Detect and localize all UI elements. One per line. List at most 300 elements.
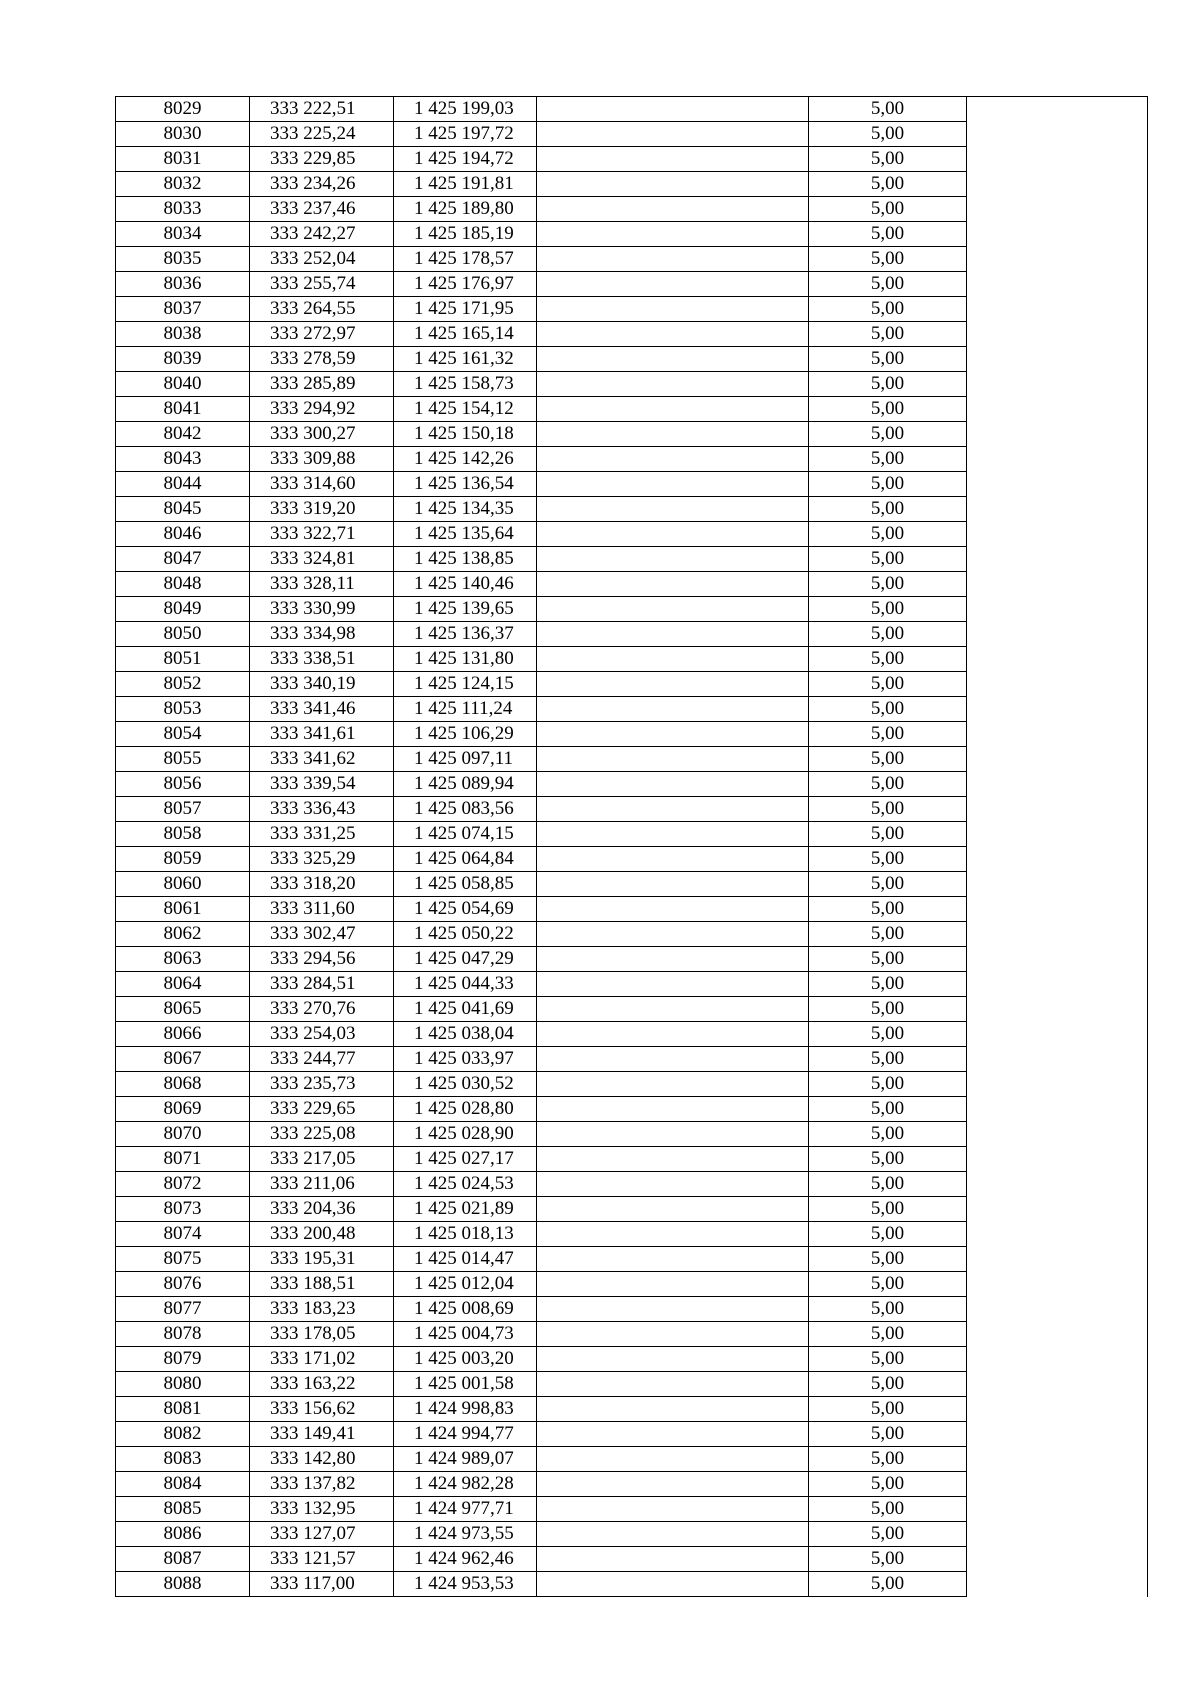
empty-cell: [537, 1497, 809, 1522]
point-number-cell: 8084: [116, 1472, 250, 1497]
empty-cell: [537, 1047, 809, 1072]
table-row: [116, 1097, 1148, 1122]
x-coordinate-cell: 333 244,77: [250, 1047, 394, 1072]
table-row: [116, 622, 1148, 647]
y-coordinate-cell: 1 425 142,26: [394, 447, 537, 472]
empty-cell: [967, 1297, 1148, 1322]
point-number-cell: 8053: [116, 697, 250, 722]
x-coordinate-cell: 333 264,55: [250, 297, 394, 322]
empty-cell: [537, 1247, 809, 1272]
y-coordinate-cell: 1 425 185,19: [394, 222, 537, 247]
empty-cell: [967, 172, 1148, 197]
empty-cell: [967, 1047, 1148, 1072]
table-row: [116, 1022, 1148, 1047]
accuracy-cell: 5,00: [809, 1447, 967, 1472]
empty-cell: [967, 747, 1148, 772]
y-coordinate-cell: 1 425 136,54: [394, 472, 537, 497]
x-coordinate-cell: 333 338,51: [250, 647, 394, 672]
y-coordinate-cell: 1 424 973,55: [394, 1522, 537, 1547]
x-coordinate-cell: 333 324,81: [250, 547, 394, 572]
empty-cell: [967, 797, 1148, 822]
point-number-cell: 8047: [116, 547, 250, 572]
empty-cell: [537, 847, 809, 872]
point-number-cell: 8044: [116, 472, 250, 497]
empty-cell: [967, 397, 1148, 422]
empty-cell: [537, 872, 809, 897]
x-coordinate-cell: 333 318,20: [250, 872, 394, 897]
x-coordinate-cell: 333 163,22: [250, 1372, 394, 1397]
empty-cell: [967, 822, 1148, 847]
point-number-cell: 8068: [116, 1072, 250, 1097]
x-coordinate-cell: 333 270,76: [250, 997, 394, 1022]
empty-cell: [537, 922, 809, 947]
y-coordinate-cell: 1 425 064,84: [394, 847, 537, 872]
accuracy-cell: 5,00: [809, 1297, 967, 1322]
table-row: [116, 197, 1148, 222]
empty-cell: [537, 1322, 809, 1347]
empty-cell: [967, 1472, 1148, 1497]
empty-cell: [967, 1572, 1148, 1597]
table-row: [116, 272, 1148, 297]
point-number-cell: 8080: [116, 1372, 250, 1397]
table-row: [116, 1072, 1148, 1097]
y-coordinate-cell: 1 425 139,65: [394, 597, 537, 622]
empty-cell: [967, 422, 1148, 447]
empty-cell: [967, 1422, 1148, 1447]
y-coordinate-cell: 1 425 189,80: [394, 197, 537, 222]
point-number-cell: 8075: [116, 1247, 250, 1272]
table-row: [116, 472, 1148, 497]
accuracy-cell: 5,00: [809, 197, 967, 222]
table-row: [116, 997, 1148, 1022]
empty-cell: [967, 372, 1148, 397]
y-coordinate-cell: 1 425 111,24: [394, 697, 537, 722]
empty-cell: [537, 472, 809, 497]
accuracy-cell: 5,00: [809, 97, 967, 122]
empty-cell: [537, 1572, 809, 1597]
table-row: [116, 647, 1148, 672]
y-coordinate-cell: 1 425 050,22: [394, 922, 537, 947]
table-row: [116, 722, 1148, 747]
y-coordinate-cell: 1 425 106,29: [394, 722, 537, 747]
point-number-cell: 8065: [116, 997, 250, 1022]
y-coordinate-cell: 1 425 135,64: [394, 522, 537, 547]
table-row: [116, 1297, 1148, 1322]
point-number-cell: 8085: [116, 1497, 250, 1522]
accuracy-cell: 5,00: [809, 672, 967, 697]
y-coordinate-cell: 1 424 977,71: [394, 1497, 537, 1522]
empty-cell: [537, 122, 809, 147]
accuracy-cell: 5,00: [809, 872, 967, 897]
empty-cell: [537, 222, 809, 247]
empty-cell: [537, 397, 809, 422]
y-coordinate-cell: 1 425 199,03: [394, 97, 537, 122]
point-number-cell: 8077: [116, 1297, 250, 1322]
empty-cell: [537, 147, 809, 172]
point-number-cell: 8061: [116, 897, 250, 922]
accuracy-cell: 5,00: [809, 472, 967, 497]
x-coordinate-cell: 333 340,19: [250, 672, 394, 697]
accuracy-cell: 5,00: [809, 1122, 967, 1147]
accuracy-cell: 5,00: [809, 797, 967, 822]
accuracy-cell: 5,00: [809, 447, 967, 472]
point-number-cell: 8048: [116, 572, 250, 597]
table-row: [116, 572, 1148, 597]
accuracy-cell: 5,00: [809, 1397, 967, 1422]
empty-cell: [537, 497, 809, 522]
table-row: [116, 172, 1148, 197]
accuracy-cell: 5,00: [809, 397, 967, 422]
y-coordinate-cell: 1 425 131,80: [394, 647, 537, 672]
table-row: [116, 222, 1148, 247]
point-number-cell: 8031: [116, 147, 250, 172]
y-coordinate-cell: 1 425 027,17: [394, 1147, 537, 1172]
point-number-cell: 8082: [116, 1422, 250, 1447]
empty-cell: [537, 1197, 809, 1222]
accuracy-cell: 5,00: [809, 847, 967, 872]
accuracy-cell: 5,00: [809, 1222, 967, 1247]
empty-cell: [537, 197, 809, 222]
point-number-cell: 8036: [116, 272, 250, 297]
x-coordinate-cell: 333 334,98: [250, 622, 394, 647]
point-number-cell: 8057: [116, 797, 250, 822]
empty-cell: [537, 1397, 809, 1422]
point-number-cell: 8074: [116, 1222, 250, 1247]
y-coordinate-cell: 1 425 154,12: [394, 397, 537, 422]
x-coordinate-cell: 333 330,99: [250, 597, 394, 622]
empty-cell: [537, 647, 809, 672]
accuracy-cell: 5,00: [809, 772, 967, 797]
empty-cell: [967, 622, 1148, 647]
x-coordinate-cell: 333 302,47: [250, 922, 394, 947]
empty-cell: [967, 672, 1148, 697]
empty-cell: [537, 97, 809, 122]
empty-cell: [967, 972, 1148, 997]
accuracy-cell: 5,00: [809, 1497, 967, 1522]
x-coordinate-cell: 333 300,27: [250, 422, 394, 447]
y-coordinate-cell: 1 425 161,32: [394, 347, 537, 372]
accuracy-cell: 5,00: [809, 1097, 967, 1122]
y-coordinate-cell: 1 425 018,13: [394, 1222, 537, 1247]
y-coordinate-cell: 1 425 041,69: [394, 997, 537, 1022]
x-coordinate-cell: 333 254,03: [250, 1022, 394, 1047]
point-number-cell: 8086: [116, 1522, 250, 1547]
accuracy-cell: 5,00: [809, 1422, 967, 1447]
table-row: [116, 322, 1148, 347]
y-coordinate-cell: 1 425 008,69: [394, 1297, 537, 1322]
empty-cell: [967, 247, 1148, 272]
x-coordinate-cell: 333 319,20: [250, 497, 394, 522]
table-row: [116, 697, 1148, 722]
y-coordinate-cell: 1 425 047,29: [394, 947, 537, 972]
table-row: [116, 847, 1148, 872]
empty-cell: [537, 972, 809, 997]
y-coordinate-cell: 1 424 953,53: [394, 1572, 537, 1597]
x-coordinate-cell: 333 171,02: [250, 1347, 394, 1372]
point-number-cell: 8030: [116, 122, 250, 147]
x-coordinate-cell: 333 132,95: [250, 1497, 394, 1522]
x-coordinate-cell: 333 278,59: [250, 347, 394, 372]
point-number-cell: 8072: [116, 1172, 250, 1197]
empty-cell: [537, 1297, 809, 1322]
empty-cell: [537, 1547, 809, 1572]
x-coordinate-cell: 333 229,65: [250, 1097, 394, 1122]
table-row: [116, 1522, 1148, 1547]
accuracy-cell: 5,00: [809, 722, 967, 747]
y-coordinate-cell: 1 425 089,94: [394, 772, 537, 797]
empty-cell: [967, 1222, 1148, 1247]
empty-cell: [967, 447, 1148, 472]
x-coordinate-cell: 333 285,89: [250, 372, 394, 397]
x-coordinate-cell: 333 328,11: [250, 572, 394, 597]
x-coordinate-cell: 333 222,51: [250, 97, 394, 122]
empty-cell: [967, 97, 1148, 122]
x-coordinate-cell: 333 314,60: [250, 472, 394, 497]
empty-cell: [537, 547, 809, 572]
table-row: [116, 1547, 1148, 1572]
accuracy-cell: 5,00: [809, 1272, 967, 1297]
y-coordinate-cell: 1 425 097,11: [394, 747, 537, 772]
table-row: [116, 1372, 1148, 1397]
empty-cell: [537, 947, 809, 972]
empty-cell: [967, 1347, 1148, 1372]
x-coordinate-cell: 333 242,27: [250, 222, 394, 247]
accuracy-cell: 5,00: [809, 222, 967, 247]
accuracy-cell: 5,00: [809, 1147, 967, 1172]
empty-cell: [967, 322, 1148, 347]
empty-cell: [537, 1022, 809, 1047]
x-coordinate-cell: 333 339,54: [250, 772, 394, 797]
point-number-cell: 8037: [116, 297, 250, 322]
accuracy-cell: 5,00: [809, 422, 967, 447]
accuracy-cell: 5,00: [809, 947, 967, 972]
x-coordinate-cell: 333 234,26: [250, 172, 394, 197]
y-coordinate-cell: 1 425 021,89: [394, 1197, 537, 1222]
empty-cell: [967, 272, 1148, 297]
empty-cell: [537, 372, 809, 397]
y-coordinate-cell: 1 425 001,58: [394, 1372, 537, 1397]
accuracy-cell: 5,00: [809, 922, 967, 947]
accuracy-cell: 5,00: [809, 697, 967, 722]
table-row: [116, 922, 1148, 947]
x-coordinate-cell: 333 341,62: [250, 747, 394, 772]
empty-cell: [537, 1172, 809, 1197]
x-coordinate-cell: 333 195,31: [250, 1247, 394, 1272]
x-coordinate-cell: 333 117,00: [250, 1572, 394, 1597]
accuracy-cell: 5,00: [809, 547, 967, 572]
table-row: [116, 97, 1148, 122]
accuracy-cell: 5,00: [809, 1197, 967, 1222]
y-coordinate-cell: 1 425 028,80: [394, 1097, 537, 1122]
y-coordinate-cell: 1 425 054,69: [394, 897, 537, 922]
accuracy-cell: 5,00: [809, 497, 967, 522]
y-coordinate-cell: 1 425 191,81: [394, 172, 537, 197]
table-row: [116, 1322, 1148, 1347]
x-coordinate-cell: 333 229,85: [250, 147, 394, 172]
point-number-cell: 8064: [116, 972, 250, 997]
accuracy-cell: 5,00: [809, 1472, 967, 1497]
y-coordinate-cell: 1 425 044,33: [394, 972, 537, 997]
x-coordinate-cell: 333 237,46: [250, 197, 394, 222]
empty-cell: [967, 1322, 1148, 1347]
point-number-cell: 8055: [116, 747, 250, 772]
accuracy-cell: 5,00: [809, 522, 967, 547]
empty-cell: [967, 147, 1148, 172]
empty-cell: [967, 1247, 1148, 1272]
x-coordinate-cell: 333 225,24: [250, 122, 394, 147]
table-row: [116, 772, 1148, 797]
table-row: [116, 547, 1148, 572]
empty-cell: [967, 497, 1148, 522]
x-coordinate-cell: 333 156,62: [250, 1397, 394, 1422]
accuracy-cell: 5,00: [809, 1522, 967, 1547]
point-number-cell: 8041: [116, 397, 250, 422]
accuracy-cell: 5,00: [809, 1047, 967, 1072]
empty-cell: [537, 1522, 809, 1547]
empty-cell: [537, 772, 809, 797]
point-number-cell: 8076: [116, 1272, 250, 1297]
x-coordinate-cell: 333 294,92: [250, 397, 394, 422]
empty-cell: [537, 997, 809, 1022]
table-row: [116, 147, 1148, 172]
point-number-cell: 8049: [116, 597, 250, 622]
accuracy-cell: 5,00: [809, 972, 967, 997]
point-number-cell: 8087: [116, 1547, 250, 1572]
point-number-cell: 8081: [116, 1397, 250, 1422]
empty-cell: [967, 1122, 1148, 1147]
x-coordinate-cell: 333 341,46: [250, 697, 394, 722]
point-number-cell: 8078: [116, 1322, 250, 1347]
table-row: [116, 1572, 1148, 1597]
x-coordinate-cell: 333 217,05: [250, 1147, 394, 1172]
empty-cell: [967, 597, 1148, 622]
x-coordinate-cell: 333 336,43: [250, 797, 394, 822]
accuracy-cell: 5,00: [809, 1547, 967, 1572]
accuracy-cell: 5,00: [809, 747, 967, 772]
table-row: [116, 397, 1148, 422]
table-row: [116, 1222, 1148, 1247]
y-coordinate-cell: 1 424 989,07: [394, 1447, 537, 1472]
y-coordinate-cell: 1 425 003,20: [394, 1347, 537, 1372]
table-row: [116, 897, 1148, 922]
empty-cell: [537, 1272, 809, 1297]
empty-cell: [967, 697, 1148, 722]
x-coordinate-cell: 333 294,56: [250, 947, 394, 972]
empty-cell: [967, 1197, 1148, 1222]
x-coordinate-cell: 333 200,48: [250, 1222, 394, 1247]
point-number-cell: 8083: [116, 1447, 250, 1472]
table-row: [116, 447, 1148, 472]
point-number-cell: 8067: [116, 1047, 250, 1072]
accuracy-cell: 5,00: [809, 1572, 967, 1597]
y-coordinate-cell: 1 425 074,15: [394, 822, 537, 847]
empty-cell: [537, 897, 809, 922]
table-row: [116, 797, 1148, 822]
table-row: [116, 372, 1148, 397]
y-coordinate-cell: 1 424 982,28: [394, 1472, 537, 1497]
point-number-cell: 8056: [116, 772, 250, 797]
accuracy-cell: 5,00: [809, 272, 967, 297]
table-row: [116, 247, 1148, 272]
accuracy-cell: 5,00: [809, 1072, 967, 1097]
empty-cell: [967, 122, 1148, 147]
accuracy-cell: 5,00: [809, 122, 967, 147]
table-row: [116, 297, 1148, 322]
empty-cell: [967, 522, 1148, 547]
empty-cell: [967, 1147, 1148, 1172]
empty-cell: [537, 747, 809, 772]
y-coordinate-cell: 1 425 140,46: [394, 572, 537, 597]
empty-cell: [537, 1447, 809, 1472]
accuracy-cell: 5,00: [809, 1347, 967, 1372]
empty-cell: [967, 1497, 1148, 1522]
empty-cell: [537, 1072, 809, 1097]
empty-cell: [537, 1422, 809, 1447]
empty-cell: [537, 1372, 809, 1397]
table-row: [116, 1422, 1148, 1447]
point-number-cell: 8071: [116, 1147, 250, 1172]
accuracy-cell: 5,00: [809, 1322, 967, 1347]
table-row: [116, 1472, 1148, 1497]
y-coordinate-cell: 1 425 194,72: [394, 147, 537, 172]
x-coordinate-cell: 333 252,04: [250, 247, 394, 272]
point-number-cell: 8052: [116, 672, 250, 697]
empty-cell: [537, 1097, 809, 1122]
point-number-cell: 8063: [116, 947, 250, 972]
y-coordinate-cell: 1 424 998,83: [394, 1397, 537, 1422]
x-coordinate-cell: 333 255,74: [250, 272, 394, 297]
y-coordinate-cell: 1 425 014,47: [394, 1247, 537, 1272]
x-coordinate-cell: 333 235,73: [250, 1072, 394, 1097]
accuracy-cell: 5,00: [809, 322, 967, 347]
empty-cell: [967, 922, 1148, 947]
table-row: [116, 497, 1148, 522]
empty-cell: [537, 347, 809, 372]
table-row: [116, 1347, 1148, 1372]
empty-cell: [537, 1147, 809, 1172]
table-row: [116, 422, 1148, 447]
point-number-cell: 8043: [116, 447, 250, 472]
empty-cell: [967, 997, 1148, 1022]
empty-cell: [967, 847, 1148, 872]
accuracy-cell: 5,00: [809, 372, 967, 397]
accuracy-cell: 5,00: [809, 997, 967, 1022]
empty-cell: [967, 947, 1148, 972]
accuracy-cell: 5,00: [809, 1247, 967, 1272]
y-coordinate-cell: 1 425 058,85: [394, 872, 537, 897]
x-coordinate-cell: 333 322,71: [250, 522, 394, 547]
empty-cell: [537, 1347, 809, 1372]
x-coordinate-cell: 333 341,61: [250, 722, 394, 747]
x-coordinate-cell: 333 204,36: [250, 1197, 394, 1222]
empty-cell: [967, 1372, 1148, 1397]
empty-cell: [967, 1272, 1148, 1297]
x-coordinate-cell: 333 127,07: [250, 1522, 394, 1547]
y-coordinate-cell: 1 424 994,77: [394, 1422, 537, 1447]
empty-cell: [967, 772, 1148, 797]
table-row: [116, 1247, 1148, 1272]
empty-cell: [537, 172, 809, 197]
table-row: [116, 747, 1148, 772]
y-coordinate-cell: 1 425 171,95: [394, 297, 537, 322]
empty-cell: [967, 1397, 1148, 1422]
empty-cell: [967, 1172, 1148, 1197]
empty-cell: [967, 872, 1148, 897]
empty-cell: [537, 1222, 809, 1247]
empty-cell: [967, 722, 1148, 747]
x-coordinate-cell: 333 325,29: [250, 847, 394, 872]
table-row: [116, 1497, 1148, 1522]
